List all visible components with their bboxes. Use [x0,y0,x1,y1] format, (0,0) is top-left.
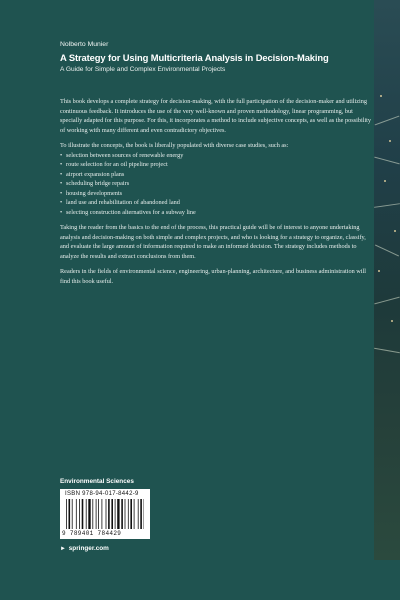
case-study-item: • scheduling bridge repairs [60,179,372,189]
case-study-item: • airport expansion plans [60,170,372,180]
blurb-paragraph-2: To illustrate the concepts, the book is liberally populated with diverse case studies, such as: [60,142,289,149]
book-subtitle: A Guide for Simple and Complex Environmental Projects [60,66,226,73]
cover-photo-edge [374,0,400,560]
publisher-link[interactable] [60,545,109,552]
case-study-list [60,151,372,218]
case-study-item: • route selection for an oil pipeline project [60,160,372,170]
barcode-digits: 9 789401 784429 [62,530,122,537]
barcode-bars [66,499,144,529]
case-study-item: • housing developments [60,189,372,199]
blurb-paragraph-4: Readers in the fields of environmental science, engineering, urban-planning, architecture, and business administration will find this book useful. [60,268,366,285]
isbn-label: ISBN 978-94-017-8442-9 [65,491,139,497]
author-name: Nolberto Munier [60,41,109,48]
arrow-right-icon: ► [60,546,66,552]
case-study-item: • land use and rehabilitation of abandoned land [60,198,372,208]
barcode [60,489,150,539]
back-cover-blurb [60,97,372,292]
book-title: A Strategy for Using Multicriteria Analysis in Decision-Making [60,52,329,63]
blurb-paragraph-3: Taking the reader from the basics to the end of the process, this practical guide will be of interest to anyone undertaking analysis and decision-making on both simple and complex projects, and who is looking for a strategy to organize, classify, and evaluate the large amount of information required to make an informed decision. The strategy includes methods to analyze the results and extract conclusions from them. [60,224,366,260]
publisher-url: springer.com [68,545,109,552]
series-name: Environmental Sciences [60,478,134,485]
case-study-item: • selection between sources of renewable energy [60,151,372,161]
blurb-paragraph-1: This book develops a complete strategy for decision-making, with the full participation of the decision-maker and utilizing continuous feedback. It introduces the use of the very well-known and proven methodology, linear programming, but specially adapted for this purpose. For this, it incorporates a method to include subjective concepts, as well as the possibility of working with many different and even contradictory objectives. [60,98,372,134]
case-study-item: • selecting construction alternatives for a subway line [60,208,372,218]
